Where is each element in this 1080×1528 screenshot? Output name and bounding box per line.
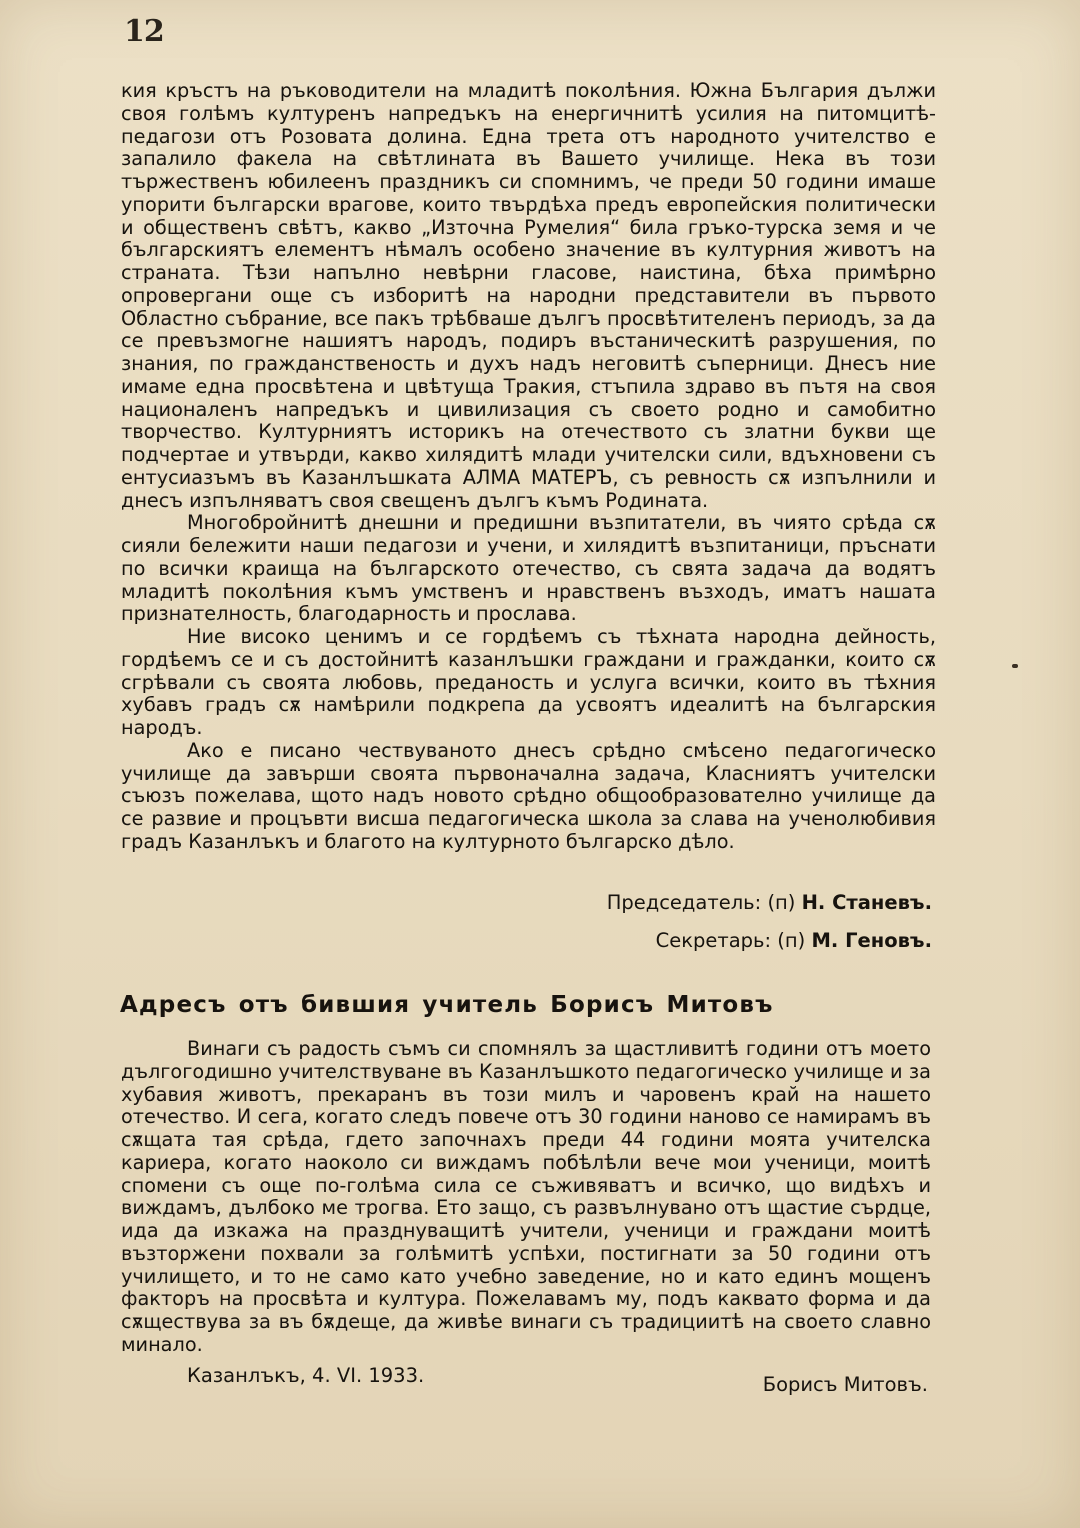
paragraph: Многобройнитѣ днешни и предишни възпитатели, въ чиято срѣда сѫ сияли бележити наши педагози и учени, и хилядитѣ възпитаници, пръснати по всички краища на българското отечество, съ свята задача да водятъ младитѣ поколѣния къмъ умственъ и нравственъ възходъ, иматъ нашата признателность, благодарность и прослава. [121, 511, 936, 626]
main-text [121, 80, 936, 854]
author-signature: Борисъ Митовъ. [762, 1373, 928, 1396]
paragraph: Ако е писано чествуваното днесъ срѣдно смѣсено педагогическо училище да завърши своята първоначална задача, Класниятъ учителски съюзъ пожелава, щото надъ новото срѣдно общообразователно училище да се развие и процъвти висша педагогическа школа за слава на ученолюбивия градъ Казанлъкъ и благото на културното българско дѣло. [121, 738, 936, 853]
chairman-signature [607, 888, 932, 926]
place-date: Казанлъкъ, 4. VI. 1933. [187, 1364, 425, 1387]
secretary-signature [607, 926, 932, 964]
paragraph: Винаги съ радость съмъ си спомнялъ за щастливитѣ години отъ моето дългогодишно учителствуване въ Казанлъшкото педагогическо училище и за хубавия животъ, прекаранъ въ този милъ и чаровенъ край на нашето отечество. И сега, когато следъ повече отъ 30 години наново се намирамъ въ сѫщата тая срѣда, гдето започнахъ преди 44 години моята учителска кариера, когато наоколо си виждамъ побѣлѣли вече мои ученици, моитѣ спомени съ още по-голѣма сила се съживяватъ и всичко, що видѣхъ и виждамъ, дълбоко ме трогва. Ето защо, съ развълнувано отъ щастие сърдце, ида да изкажа на празднуващитѣ учители, ученици и граждани моитѣ възторжени похвали за голѣмитѣ успѣхи, постигнати за 50 години отъ училището, и то не само като учебно заведение, но и като единъ мощенъ факторъ на просвѣта и култура. Пожелавамъ му, подъ каквато форма и да сѫществува за въ бѫдеще, да живѣе винаги съ традициитѣ на своето славно минало. [121, 1037, 931, 1356]
paragraph: кия кръстъ на ръководители на младитѣ поколѣния. Южна България дължи своя голѣмъ културенъ напредъкъ на енергичнитѣ усилия на питомцитѣ-педагози отъ Розовата долина. Една трета отъ народното учителство е запалило факела на свѣтлината въ Вашето училище. Нека въ този тържественъ юбилеенъ праздникъ си спомнимъ, че преди 50 години имаше упорити български врагове, които твърдѣха предъ европейския политически и общественъ свѣтъ, какво „Източна Румелия“ била гръко-турска земя и че българскиятъ елементъ нѣмалъ особено значение въ културния животъ на страната. Тѣзи напълно невѣрни гласове, наистина, бѣха примѣрно опровергани още съ изборитѣ на народни представители въ първото Областно събрание, все пакъ трѣбваше дългъ просвѣтителенъ периодъ, за да се превъзмогне нашиятъ народъ, подиръ въстаническитѣ разрушения, по знания, по гражданственость и духъ надъ неговитѣ съперници. Днесъ ние имаме една просвѣтена и цвѣтуща Тракия, стъпила здраво въ пътя на своя националенъ напредъкъ и цивилизация съ своето родно и самобитно творчество. Културниятъ историкъ на отечеството съ златни букви ще подчертае и утвърди, какво хилядитѣ млади учителски сили, вдъхновени съ ентусиазъмъ въ Казанлъшката АЛМА МАТЕРЪ, съ ревность сѫ изпълнили и днесъ изпълняватъ своя свещенъ дългъ къмъ Родината. [121, 79, 936, 512]
signature-role: Секретарь: (п) [655, 929, 806, 952]
signature-name: М. Геновъ. [811, 929, 932, 952]
page-number: 12 [124, 14, 164, 49]
signature-role: Председатель: (п) [606, 891, 796, 914]
ink-mark [1012, 664, 1018, 668]
paragraph: Ние високо ценимъ и се гордѣемъ съ тѣхната народна дейность, гордѣемъ се и съ достойнитѣ казанлъшки граждани и гражданки, които сѫ сгрѣвали съ своята любовь, преданость и услуга всички, които въ тѣхния хубавъ градъ сѫ намѣрили подкрепа да усвоятъ идеалитѣ на българския народъ. [121, 625, 936, 739]
section-heading: Адресъ отъ бившия учитель Борисъ Митовъ [120, 992, 774, 1018]
signature-name: Н. Станевъ. [801, 891, 932, 914]
address-text [121, 1038, 931, 1357]
signature-block [607, 888, 932, 964]
